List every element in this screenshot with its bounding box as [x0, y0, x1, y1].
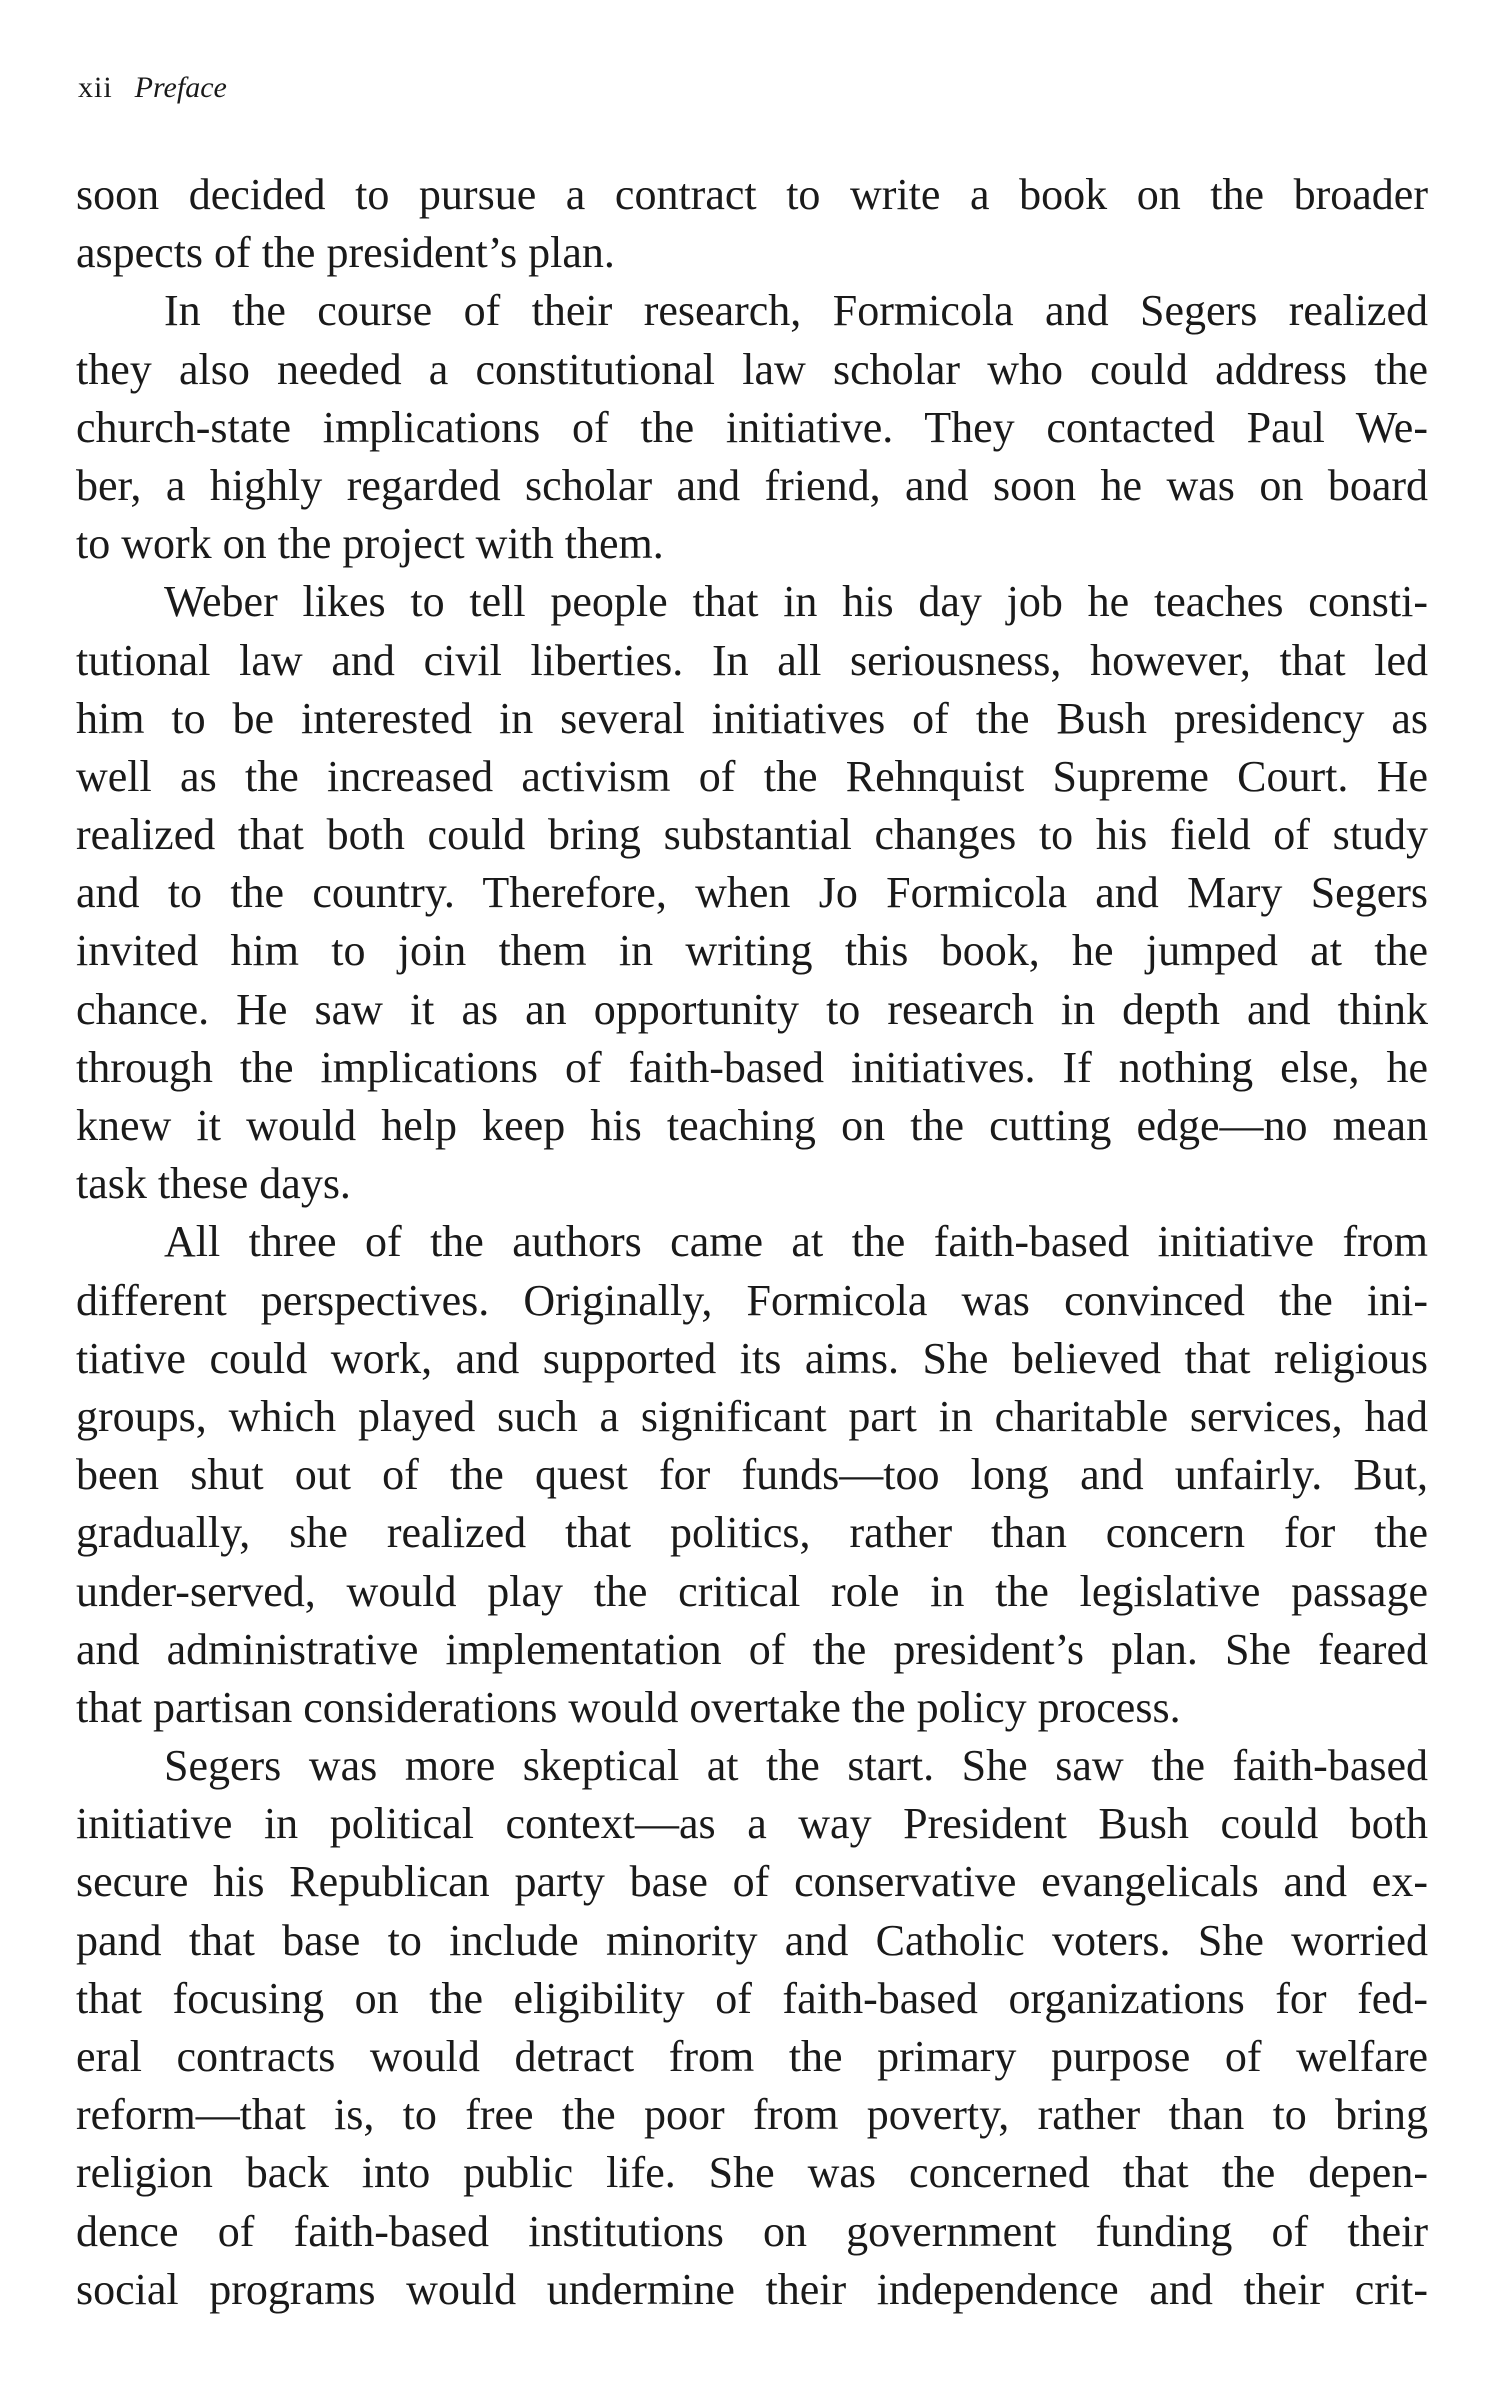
- text-line: reform—that is, to free the poor from poverty, rather than to bring: [76, 2090, 1428, 2140]
- text-line: that partisan considerations would overtake the policy process.: [76, 1682, 1181, 1732]
- running-head-title: Preface: [134, 71, 227, 104]
- text-line: religion back into public life. She was concerned that the depen-: [76, 2148, 1428, 2198]
- text-line: under-served, would play the critical role in the legislative passage: [76, 1566, 1428, 1616]
- text-line: been shut out of the quest for funds—too long and unfairly. But,: [76, 1450, 1428, 1500]
- text-line: different perspectives. Originally, Formicola was convinced the ini-: [76, 1275, 1428, 1325]
- text-line: invited him to join them in writing this book, he jumped at the: [76, 926, 1428, 976]
- text-line: Segers was more skeptical at the start. She saw the faith-based: [164, 1741, 1428, 1791]
- paragraph-1: [76, 166, 1428, 282]
- text-line: him to be interested in several initiatives of the Bush presidency as: [76, 693, 1428, 743]
- text-line: through the implications of faith-based initiatives. If nothing else, he: [76, 1042, 1428, 1092]
- text-line: they also needed a constitutional law scholar who could address the: [76, 344, 1428, 394]
- paragraph-5: [76, 1737, 1428, 2319]
- text-line: eral contracts would detract from the primary purpose of welfare: [76, 2032, 1428, 2081]
- text-line: chance. He saw it as an opportunity to research in depth and think: [76, 984, 1428, 1034]
- text-line: to work on the project with them.: [76, 519, 664, 569]
- body-text: [76, 166, 1428, 2319]
- text-line: ber, a highly regarded scholar and friend, and soon he was on board: [76, 460, 1428, 510]
- text-line: All three of the authors came at the faith-based initiative from: [164, 1217, 1428, 1267]
- paragraph-2: [76, 282, 1428, 573]
- text-line: soon decided to pursue a contract to write a book on the broader: [76, 170, 1428, 219]
- text-line: initiative in political context—as a way President Bush could both: [76, 1799, 1428, 1849]
- text-line: Weber likes to tell people that in his day job he teaches consti-: [164, 577, 1428, 627]
- text-line: social programs would undermine their independence and their crit-: [76, 2264, 1428, 2314]
- text-line: tutional law and civil liberties. In all seriousness, however, that led: [76, 635, 1428, 685]
- text-line: and to the country. Therefore, when Jo Formicola and Mary Segers: [76, 868, 1428, 918]
- text-line: and administrative implementation of the president’s plan. She feared: [76, 1624, 1428, 1674]
- text-line: tiative could work, and supported its aims. She believed that religious: [76, 1333, 1428, 1383]
- text-line: In the course of their research, Formicola and Segers realized: [164, 286, 1428, 336]
- text-line: secure his Republican party base of conservative evangelicals and ex-: [76, 1857, 1428, 1907]
- text-line: church-state implications of the initiative. They contacted Paul We-: [76, 402, 1428, 452]
- text-line: that focusing on the eligibility of faith-based organizations for fed-: [76, 1973, 1428, 2023]
- text-line: dence of faith-based institutions on government funding of their: [76, 2206, 1428, 2256]
- text-line: knew it would help keep his teaching on the cutting edge—no mean: [76, 1101, 1428, 1150]
- text-line: realized that both could bring substantial changes to his field of study: [76, 810, 1428, 860]
- paragraph-3: [76, 573, 1428, 1213]
- paragraph-4: [76, 1213, 1428, 1737]
- text-line: groups, which played such a significant part in charitable services, had: [76, 1391, 1428, 1441]
- text-line: well as the increased activism of the Rehnquist Supreme Court. He: [76, 751, 1428, 801]
- text-line: gradually, she realized that politics, rather than concern for the: [76, 1508, 1428, 1558]
- running-head: [78, 70, 227, 106]
- text-line: pand that base to include minority and Catholic voters. She worried: [76, 1915, 1428, 1965]
- text-line: aspects of the president’s plan.: [76, 228, 615, 278]
- page-number: xii: [78, 71, 113, 104]
- text-line: task these days.: [76, 1159, 351, 1209]
